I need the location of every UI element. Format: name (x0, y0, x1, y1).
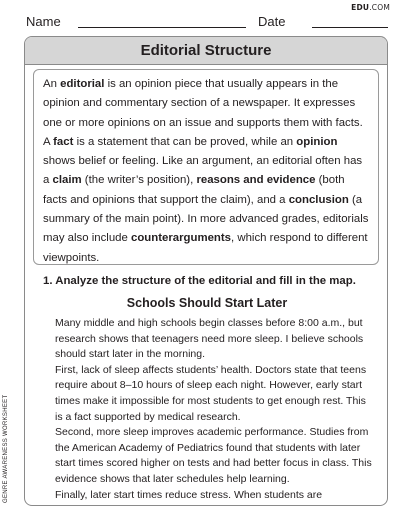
term-opinion: opinion (296, 135, 338, 148)
term-fact: fact (53, 135, 74, 148)
intro-box (33, 69, 379, 265)
intro-text: (a summary of the main point). In more advanced grades, editorials may also include (43, 193, 369, 245)
intro-text: (the writer’s position), (81, 174, 197, 187)
term-counterarguments: counterarguments (131, 232, 232, 245)
brand-name: EDU (351, 3, 370, 12)
name-label: Name (26, 14, 61, 29)
intro-text: is a statement that can be proved, while an (73, 135, 297, 148)
side-label: GENRE AWARENESS WORKSHEET (3, 394, 9, 503)
question-1: 1. Analyze the structure of the editorial and fill in the map. (43, 275, 356, 287)
name-field[interactable] (78, 27, 246, 28)
editorial-title: Schools Should Start Later (126, 296, 288, 310)
term-editorial: editorial (60, 78, 105, 90)
editorial-paragraph: Many middle and high schools begin classes before 8:00 a.m., but research shows that teenagers need more sleep. I believe schools should start later in the morning. (55, 317, 364, 361)
term-reasons-evidence: reasons and evidence (196, 174, 316, 187)
intro-text: is an opinion piece that usually appears in the opinion and commentary section of a newspaper. It expresses one or more opinions on an issue and supports them with facts. A (43, 78, 363, 148)
brand-suffix: .COM (369, 3, 390, 12)
date-field[interactable] (312, 27, 388, 28)
name-date-row (26, 14, 388, 30)
brand-logo (351, 3, 390, 12)
editorial-paragraph: First, lack of sleep affects students’ health. Doctors state that teens require about 8–10 hours of sleep each night. However, early start times make it impossible for most students to get enough rest. This is a fact supported by medical research. (55, 363, 367, 423)
term-claim: claim (52, 174, 82, 187)
intro-text: shows belief or feeling. Like an argument, an editorial often has a (43, 155, 363, 187)
intro-text: An (43, 78, 61, 90)
intro-text: , which respond to different viewpoints. (43, 232, 368, 264)
editorial-body (55, 316, 375, 503)
intro-text: (both facts and opinions that support the claim), and a (43, 174, 345, 206)
term-conclusion: conclusion (288, 193, 349, 206)
date-label: Date (258, 14, 286, 29)
editorial-paragraph: Second, more sleep improves academic performance. Studies from the American Academy of Pediatrics found that students with later start times scored higher on tests and had better focus in class. This evidence shows that later schedules help learning. (55, 426, 372, 485)
page-title: Editorial Structure (140, 42, 272, 59)
title-bar (25, 37, 387, 65)
worksheet-frame (24, 36, 388, 506)
editorial-paragraph: Finally, later start times reduce stress. When students are (55, 488, 323, 501)
